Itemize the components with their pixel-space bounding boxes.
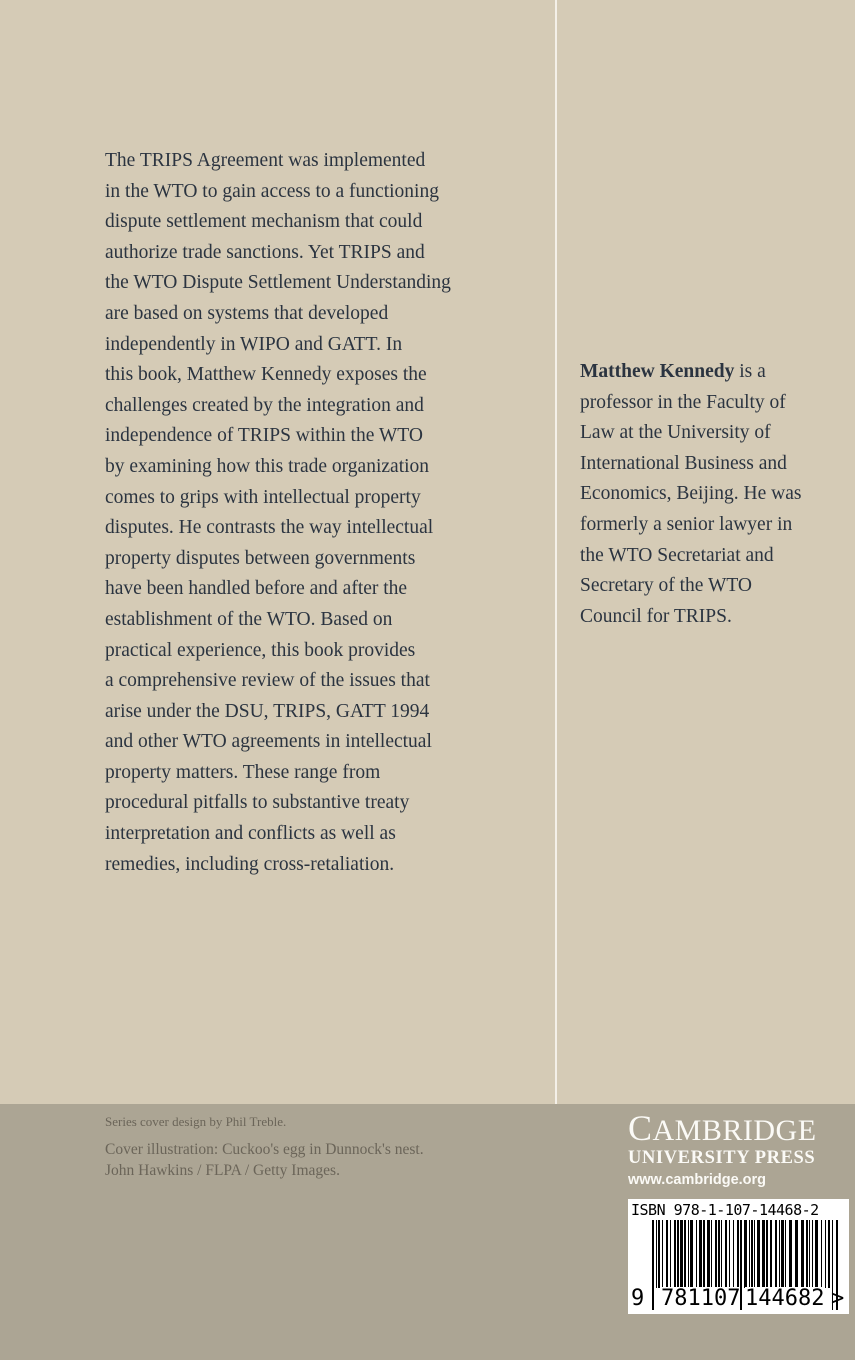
barcode-bar — [703, 1220, 705, 1288]
barcode-bar — [812, 1220, 813, 1288]
barcode-bar — [766, 1220, 768, 1288]
description-line: by examining how this trade organization — [105, 455, 430, 477]
barcode-bar — [684, 1220, 686, 1288]
bio-line: Secretary of the WTO — [580, 575, 753, 597]
logo-subtitle: UNIVERSITY PRESS — [628, 1148, 816, 1168]
description-line: the WTO Dispute Settlement Understanding — [105, 272, 451, 294]
logo-initial: C — [628, 1108, 653, 1148]
description-line: in the WTO to gain access to a functioning — [105, 180, 439, 202]
barcode-right-digits: 144682 — [745, 1286, 825, 1311]
barcode-bar — [795, 1220, 798, 1288]
barcode-bar — [707, 1220, 710, 1288]
description-line: establishment of the WTO. Based on — [105, 608, 393, 630]
barcode-left-digits: 781107 — [661, 1286, 741, 1311]
barcode-bar — [652, 1220, 654, 1310]
publisher-logo — [628, 1108, 817, 1188]
barcode-bar — [725, 1220, 727, 1288]
barcode-bar — [729, 1220, 730, 1288]
description-line: The TRIPS Agreement was implemented — [105, 150, 426, 171]
description-line: are based on systems that developed — [105, 302, 389, 324]
barcode-bar — [718, 1220, 720, 1288]
description-line: and other WTO agreements in intellectual — [105, 731, 432, 753]
barcode-bar — [815, 1220, 818, 1288]
illustration-credit-source: John Hawkins / FLPA / Getty Images. — [105, 1162, 340, 1179]
publisher-url[interactable]: www.cambridge.org — [628, 1172, 767, 1188]
description-line: independence of TRIPS within the WTO — [105, 425, 423, 447]
barcode-bar — [690, 1220, 693, 1288]
barcode-bar — [696, 1220, 697, 1288]
description-line: challenges created by the integration and — [105, 394, 424, 416]
barcode-bar — [744, 1220, 747, 1288]
barcode-bar — [825, 1220, 826, 1288]
bio-line: International Business and — [580, 452, 787, 474]
description-line: authorize trade sanctions. Yet TRIPS and — [105, 241, 425, 263]
barcode-bar — [809, 1220, 810, 1288]
description-line: comes to grips with intellectual property — [105, 486, 421, 508]
barcode-bar — [666, 1220, 668, 1288]
description-line: interpretation and conflicts as well as — [105, 823, 396, 845]
bio-line: formerly a senior lawyer in — [580, 513, 793, 535]
description-line: a comprehensive review of the issues that — [105, 670, 430, 692]
illustration-credit: Cover illustration: Cuckoo's egg in Dunnock's nest. — [105, 1141, 424, 1158]
bio-line: professor in the Faculty of — [580, 391, 786, 413]
barcode-bar — [770, 1220, 772, 1288]
isbn-barcode — [628, 1199, 849, 1314]
barcode-bar — [754, 1220, 755, 1288]
description-line: property matters. These range from — [105, 761, 381, 783]
barcode-bar — [828, 1220, 830, 1288]
barcode-bar — [711, 1220, 712, 1288]
description-line: disputes. He contrasts the way intellectual — [105, 517, 434, 539]
bio-text: is a — [734, 361, 766, 382]
cover-credits — [105, 1113, 424, 1181]
barcode-bar — [821, 1220, 822, 1288]
description-line: remedies, including cross-retaliation. — [105, 853, 395, 875]
description-line: procedural pitfalls to substantive treaty — [105, 792, 410, 814]
barcode-bar — [757, 1220, 760, 1288]
author-name: Matthew Kennedy — [580, 361, 735, 382]
barcode-arrow: > — [831, 1286, 845, 1311]
barcode-bar — [658, 1220, 660, 1288]
barcode-bar — [688, 1220, 689, 1288]
barcode-bar — [721, 1220, 722, 1288]
barcode-bar — [670, 1220, 671, 1288]
barcode-bar — [674, 1220, 676, 1288]
description-line: property disputes between governments — [105, 547, 416, 569]
barcode-bar — [737, 1220, 739, 1288]
bio-line: Council for TRIPS. — [580, 605, 732, 627]
barcode-bar — [806, 1220, 808, 1288]
barcode-bar — [785, 1220, 786, 1288]
description-line: independently in WIPO and GATT. In — [105, 333, 403, 355]
barcode-bar — [781, 1220, 784, 1288]
description-line: arise under the DSU, TRIPS, GATT 1994 — [105, 700, 430, 722]
barcode-bar — [699, 1220, 702, 1288]
description-line: have been handled before and after the — [105, 578, 408, 600]
barcode-bar — [779, 1220, 780, 1288]
barcode-bar — [662, 1220, 663, 1288]
barcode-lead-digit: 9 — [631, 1286, 645, 1311]
barcode-bar — [751, 1220, 753, 1288]
barcode-bar — [656, 1220, 657, 1288]
barcode-bar — [733, 1220, 734, 1288]
logo-name: AMBRIDGE — [652, 1114, 817, 1147]
barcode-bar — [749, 1220, 750, 1288]
barcode-bar — [677, 1220, 679, 1288]
barcode-bar — [789, 1220, 792, 1288]
design-credit: Series cover design by Phil Treble. — [105, 1114, 287, 1129]
description-line: this book, Matthew Kennedy exposes the — [105, 364, 427, 386]
barcode-bar — [762, 1220, 765, 1288]
barcode-bar — [801, 1220, 804, 1288]
author-bio — [580, 357, 850, 632]
description-line: dispute settlement mechanism that could — [105, 211, 423, 233]
bio-line: the WTO Secretariat and — [580, 544, 774, 566]
barcode-bar — [680, 1220, 683, 1288]
barcode-bar — [775, 1220, 777, 1288]
book-description — [105, 146, 545, 880]
isbn-text: ISBN 978-1-107-14468-2 — [631, 1201, 819, 1219]
description-line: practical experience, this book provides — [105, 639, 416, 661]
bio-line: Law at the University of — [580, 422, 771, 444]
barcode-bar — [715, 1220, 717, 1288]
bio-line: Economics, Beijing. He was — [580, 483, 802, 505]
spine-divider-line — [555, 0, 557, 1104]
